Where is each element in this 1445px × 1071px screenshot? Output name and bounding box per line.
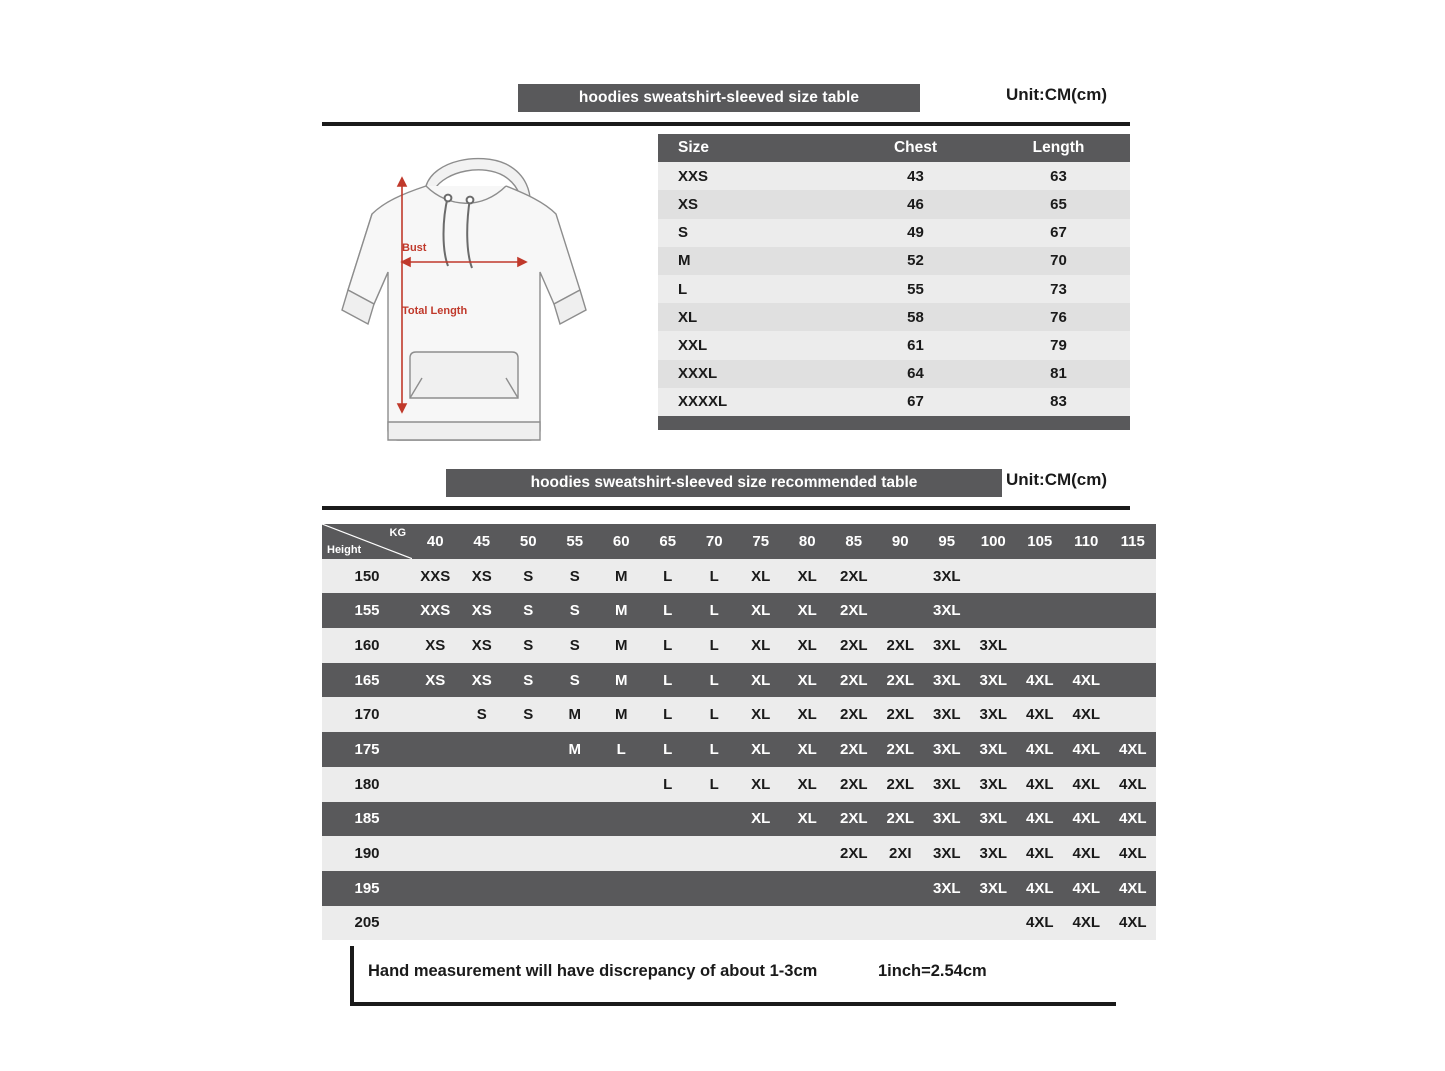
size-cell <box>691 906 738 941</box>
cell-length: 73 <box>987 275 1130 303</box>
size-cell: 3XL <box>924 697 971 732</box>
weight-header-cell: 115 <box>1110 524 1157 559</box>
size-cell: L <box>645 628 692 663</box>
size-cell: L <box>598 732 645 767</box>
size-cell: L <box>645 697 692 732</box>
weight-header-cell: 80 <box>784 524 831 559</box>
table-row <box>322 697 1156 732</box>
size-cell: L <box>691 559 738 594</box>
size-cell: XL <box>784 802 831 837</box>
size-cell: S <box>505 559 552 594</box>
size-cell: 4XL <box>1017 697 1064 732</box>
cell-chest: 67 <box>844 388 987 416</box>
size-cell <box>412 802 459 837</box>
size-cell <box>552 802 599 837</box>
table-row <box>658 303 1130 331</box>
table-row <box>658 162 1130 190</box>
weight-header-cell: 65 <box>645 524 692 559</box>
height-axis-label: Height <box>327 543 362 556</box>
size-cell <box>505 732 552 767</box>
size-cell: XL <box>738 697 785 732</box>
size-table <box>658 134 1130 430</box>
size-cell: S <box>552 593 599 628</box>
cell-chest: 46 <box>844 190 987 218</box>
table-row <box>322 593 1156 628</box>
size-table-header-row <box>658 134 1130 162</box>
section1-title-bar <box>518 84 920 112</box>
size-cell: 2XL <box>831 593 878 628</box>
size-cell: L <box>691 697 738 732</box>
cell-length: 65 <box>987 190 1130 218</box>
recommended-size-table <box>322 524 1156 940</box>
size-cell: 2XL <box>877 697 924 732</box>
size-cell: XL <box>738 767 785 802</box>
size-cell: 4XL <box>1017 906 1064 941</box>
height-cell: 205 <box>322 906 412 941</box>
size-cell: L <box>645 559 692 594</box>
cell-length: 76 <box>987 303 1130 331</box>
weight-header-cell: 110 <box>1063 524 1110 559</box>
size-cell: 3XL <box>924 836 971 871</box>
size-cell: XL <box>738 559 785 594</box>
size-cell: 4XL <box>1110 802 1157 837</box>
axis-corner-cell <box>322 524 412 559</box>
table-row <box>322 663 1156 698</box>
cell-length: 63 <box>987 162 1130 190</box>
weight-header-cell: 75 <box>738 524 785 559</box>
cell-size: XXS <box>658 162 844 190</box>
size-cell <box>924 906 971 941</box>
table-row <box>322 559 1156 594</box>
size-cell <box>459 871 506 906</box>
cell-length: 81 <box>987 360 1130 388</box>
size-cell: 3XL <box>970 836 1017 871</box>
size-cell <box>877 871 924 906</box>
size-cell: XL <box>738 732 785 767</box>
weight-header-cell: 70 <box>691 524 738 559</box>
table-row <box>658 219 1130 247</box>
size-cell: 4XL <box>1063 802 1110 837</box>
size-cell: 3XL <box>970 628 1017 663</box>
size-cell: XL <box>784 593 831 628</box>
size-cell <box>1063 559 1110 594</box>
size-cell <box>645 802 692 837</box>
note-left-rule <box>350 946 354 1006</box>
size-cell: M <box>552 697 599 732</box>
note-conversion: 1inch=2.54cm <box>878 962 987 980</box>
size-cell <box>738 836 785 871</box>
size-cell: M <box>552 732 599 767</box>
size-cell <box>784 906 831 941</box>
cell-size: M <box>658 247 844 275</box>
size-cell: L <box>691 663 738 698</box>
size-cell: 4XL <box>1017 767 1064 802</box>
size-table-header-length: Length <box>987 134 1130 162</box>
size-cell: 2XL <box>831 663 878 698</box>
size-cell: S <box>505 628 552 663</box>
size-cell: 4XL <box>1063 732 1110 767</box>
size-cell <box>552 767 599 802</box>
size-cell <box>505 767 552 802</box>
hoodie-drawing <box>330 140 630 450</box>
size-cell: 2XL <box>831 697 878 732</box>
footer-bar-cell <box>658 416 1130 430</box>
size-cell: 2XI <box>877 836 924 871</box>
size-cell: 4XL <box>1017 663 1064 698</box>
weight-header-cell: 100 <box>970 524 1017 559</box>
size-cell: XS <box>459 663 506 698</box>
size-cell <box>459 906 506 941</box>
size-cell <box>598 871 645 906</box>
table-row <box>658 388 1130 416</box>
section2-top-rule <box>322 506 1130 510</box>
cell-size: S <box>658 219 844 247</box>
size-cell: 2XL <box>831 836 878 871</box>
size-cell <box>598 767 645 802</box>
weight-header-cell: 105 <box>1017 524 1064 559</box>
height-cell: 185 <box>322 802 412 837</box>
size-cell <box>1110 559 1157 594</box>
section1-top-rule <box>322 122 1130 126</box>
size-cell <box>877 906 924 941</box>
cell-size: L <box>658 275 844 303</box>
size-cell: XL <box>738 593 785 628</box>
size-cell: XL <box>784 559 831 594</box>
size-cell: 2XL <box>877 802 924 837</box>
size-cell: XXS <box>412 593 459 628</box>
table-row <box>322 767 1156 802</box>
size-cell <box>505 871 552 906</box>
size-cell: 3XL <box>924 559 971 594</box>
size-cell <box>691 802 738 837</box>
size-cell: 3XL <box>924 871 971 906</box>
size-cell <box>877 593 924 628</box>
size-cell: 3XL <box>970 663 1017 698</box>
cell-chest: 64 <box>844 360 987 388</box>
note-text: Hand measurement will have discrepancy of about 1-3cm <box>368 962 818 980</box>
size-cell <box>784 871 831 906</box>
table-row <box>322 732 1156 767</box>
size-cell <box>1017 628 1064 663</box>
size-cell <box>1110 663 1157 698</box>
size-cell: XS <box>459 593 506 628</box>
size-cell: 4XL <box>1063 836 1110 871</box>
size-cell: XS <box>412 663 459 698</box>
size-cell: XS <box>459 559 506 594</box>
size-cell: 3XL <box>924 732 971 767</box>
recommended-header-row <box>322 524 1156 559</box>
section2-title: hoodies sweatshirt-sleeved size recommended table <box>530 474 918 491</box>
table-row <box>322 871 1156 906</box>
size-cell: 3XL <box>970 767 1017 802</box>
size-cell: 2XL <box>877 767 924 802</box>
size-cell: 2XL <box>831 559 878 594</box>
size-cell <box>738 871 785 906</box>
section1-unit: Unit:CM(cm) <box>1006 85 1108 104</box>
size-cell <box>459 836 506 871</box>
cell-chest: 55 <box>844 275 987 303</box>
size-cell: 4XL <box>1110 732 1157 767</box>
size-cell: 3XL <box>924 593 971 628</box>
size-cell <box>1063 628 1110 663</box>
size-cell: XS <box>412 628 459 663</box>
cell-length: 79 <box>987 331 1130 359</box>
weight-header-cell: 40 <box>412 524 459 559</box>
height-cell: 175 <box>322 732 412 767</box>
size-cell: 2XL <box>831 767 878 802</box>
size-cell <box>1063 593 1110 628</box>
size-cell <box>784 836 831 871</box>
table-row <box>658 331 1130 359</box>
size-cell: S <box>459 697 506 732</box>
size-cell: 4XL <box>1063 906 1110 941</box>
size-cell <box>552 871 599 906</box>
weight-axis-label: KG <box>389 527 406 539</box>
size-cell: S <box>505 697 552 732</box>
size-table-footer-bar <box>658 416 1130 430</box>
size-cell: 4XL <box>1063 697 1110 732</box>
size-cell <box>552 906 599 941</box>
cell-chest: 58 <box>844 303 987 331</box>
size-cell: M <box>598 697 645 732</box>
weight-header-cell: 90 <box>877 524 924 559</box>
size-cell: 2XL <box>877 628 924 663</box>
size-cell: S <box>552 628 599 663</box>
size-cell: S <box>552 559 599 594</box>
size-table-header-size: Size <box>658 134 844 162</box>
size-cell <box>970 906 1017 941</box>
size-cell <box>691 871 738 906</box>
cell-chest: 43 <box>844 162 987 190</box>
height-cell: 160 <box>322 628 412 663</box>
size-cell: 3XL <box>924 628 971 663</box>
size-cell: 3XL <box>970 802 1017 837</box>
size-cell: 2XL <box>831 628 878 663</box>
size-cell: M <box>598 559 645 594</box>
size-cell: 2XL <box>877 732 924 767</box>
cell-size: XS <box>658 190 844 218</box>
size-cell: XXS <box>412 559 459 594</box>
size-cell <box>691 836 738 871</box>
table-row <box>658 190 1130 218</box>
size-cell <box>970 559 1017 594</box>
cell-size: XXXXL <box>658 388 844 416</box>
size-cell: XL <box>784 767 831 802</box>
table-row <box>322 802 1156 837</box>
size-cell: XL <box>738 628 785 663</box>
size-cell: M <box>598 663 645 698</box>
size-cell: L <box>645 732 692 767</box>
size-cell: XL <box>738 663 785 698</box>
size-cell: 2XL <box>831 732 878 767</box>
height-cell: 190 <box>322 836 412 871</box>
weight-header-cell: 50 <box>505 524 552 559</box>
cell-chest: 49 <box>844 219 987 247</box>
bust-label: Bust <box>402 242 427 254</box>
height-cell: 180 <box>322 767 412 802</box>
size-cell: XL <box>784 697 831 732</box>
cell-length: 67 <box>987 219 1130 247</box>
size-cell: 4XL <box>1063 663 1110 698</box>
size-cell <box>970 593 1017 628</box>
size-cell: 4XL <box>1017 802 1064 837</box>
weight-header-cell: 45 <box>459 524 506 559</box>
table-row <box>322 628 1156 663</box>
weight-header-cell: 95 <box>924 524 971 559</box>
size-cell <box>1110 593 1157 628</box>
size-cell <box>598 836 645 871</box>
size-cell <box>645 836 692 871</box>
size-cell <box>412 871 459 906</box>
size-cell <box>412 697 459 732</box>
size-cell <box>412 906 459 941</box>
cell-chest: 52 <box>844 247 987 275</box>
size-cell: 4XL <box>1063 767 1110 802</box>
size-cell <box>412 767 459 802</box>
size-cell <box>598 906 645 941</box>
table-row <box>658 247 1130 275</box>
size-cell: L <box>645 593 692 628</box>
size-table-header-chest: Chest <box>844 134 987 162</box>
size-cell: 4XL <box>1110 767 1157 802</box>
size-cell: XL <box>784 663 831 698</box>
size-cell: 3XL <box>970 697 1017 732</box>
section1-title: hoodies sweatshirt-sleeved size table <box>578 89 860 106</box>
size-cell: L <box>645 663 692 698</box>
size-cell: L <box>691 732 738 767</box>
height-cell: 165 <box>322 663 412 698</box>
size-cell <box>1110 628 1157 663</box>
size-cell <box>459 802 506 837</box>
size-cell: S <box>505 593 552 628</box>
section2-unit: Unit:CM(cm) <box>1006 470 1108 489</box>
footer-note <box>350 946 1116 1006</box>
size-cell: L <box>691 593 738 628</box>
cell-size: XXXL <box>658 360 844 388</box>
size-cell <box>552 836 599 871</box>
size-cell: 4XL <box>1017 836 1064 871</box>
size-cell: 3XL <box>924 802 971 837</box>
table-row <box>658 275 1130 303</box>
size-cell: L <box>691 767 738 802</box>
size-cell: 4XL <box>1110 871 1157 906</box>
size-cell: 4XL <box>1017 871 1064 906</box>
section2-title-bar <box>446 469 1002 497</box>
height-cell: 150 <box>322 559 412 594</box>
size-cell <box>598 802 645 837</box>
weight-header-cell: 60 <box>598 524 645 559</box>
cell-size: XXL <box>658 331 844 359</box>
size-cell: 4XL <box>1110 906 1157 941</box>
size-cell <box>459 767 506 802</box>
size-cell <box>505 802 552 837</box>
size-cell: L <box>691 628 738 663</box>
size-cell: 4XL <box>1063 871 1110 906</box>
size-cell: 3XL <box>924 767 971 802</box>
size-cell: XS <box>459 628 506 663</box>
height-cell: 195 <box>322 871 412 906</box>
cell-chest: 61 <box>844 331 987 359</box>
weight-header-cell: 55 <box>552 524 599 559</box>
note-bottom-rule <box>350 1002 1116 1006</box>
size-cell: S <box>505 663 552 698</box>
size-cell: 2XL <box>877 663 924 698</box>
size-cell: 4XL <box>1110 836 1157 871</box>
size-cell <box>831 871 878 906</box>
size-cell: M <box>598 593 645 628</box>
size-cell <box>505 836 552 871</box>
size-cell <box>412 732 459 767</box>
size-cell: 3XL <box>970 732 1017 767</box>
height-cell: 155 <box>322 593 412 628</box>
size-cell <box>1017 593 1064 628</box>
size-cell <box>645 871 692 906</box>
cell-length: 83 <box>987 388 1130 416</box>
height-cell: 170 <box>322 697 412 732</box>
hoodie-illustration <box>330 140 630 450</box>
weight-header-cell: 85 <box>831 524 878 559</box>
size-cell: S <box>552 663 599 698</box>
table-row <box>322 906 1156 941</box>
size-cell: XL <box>784 628 831 663</box>
size-cell: 4XL <box>1017 732 1064 767</box>
size-cell: 2XL <box>831 802 878 837</box>
size-cell <box>459 732 506 767</box>
size-cell <box>645 906 692 941</box>
size-cell <box>877 559 924 594</box>
size-cell: M <box>598 628 645 663</box>
size-cell <box>412 836 459 871</box>
size-cell: XL <box>784 732 831 767</box>
size-cell <box>831 906 878 941</box>
size-cell <box>1017 559 1064 594</box>
cell-length: 70 <box>987 247 1130 275</box>
size-cell: L <box>645 767 692 802</box>
size-cell <box>1110 697 1157 732</box>
table-row <box>658 360 1130 388</box>
cell-size: XL <box>658 303 844 331</box>
size-cell <box>505 906 552 941</box>
size-cell <box>738 906 785 941</box>
size-cell: 3XL <box>924 663 971 698</box>
size-cell: 3XL <box>970 871 1017 906</box>
total-length-label: Total Length <box>402 305 468 317</box>
size-cell: XL <box>738 802 785 837</box>
table-row <box>322 836 1156 871</box>
